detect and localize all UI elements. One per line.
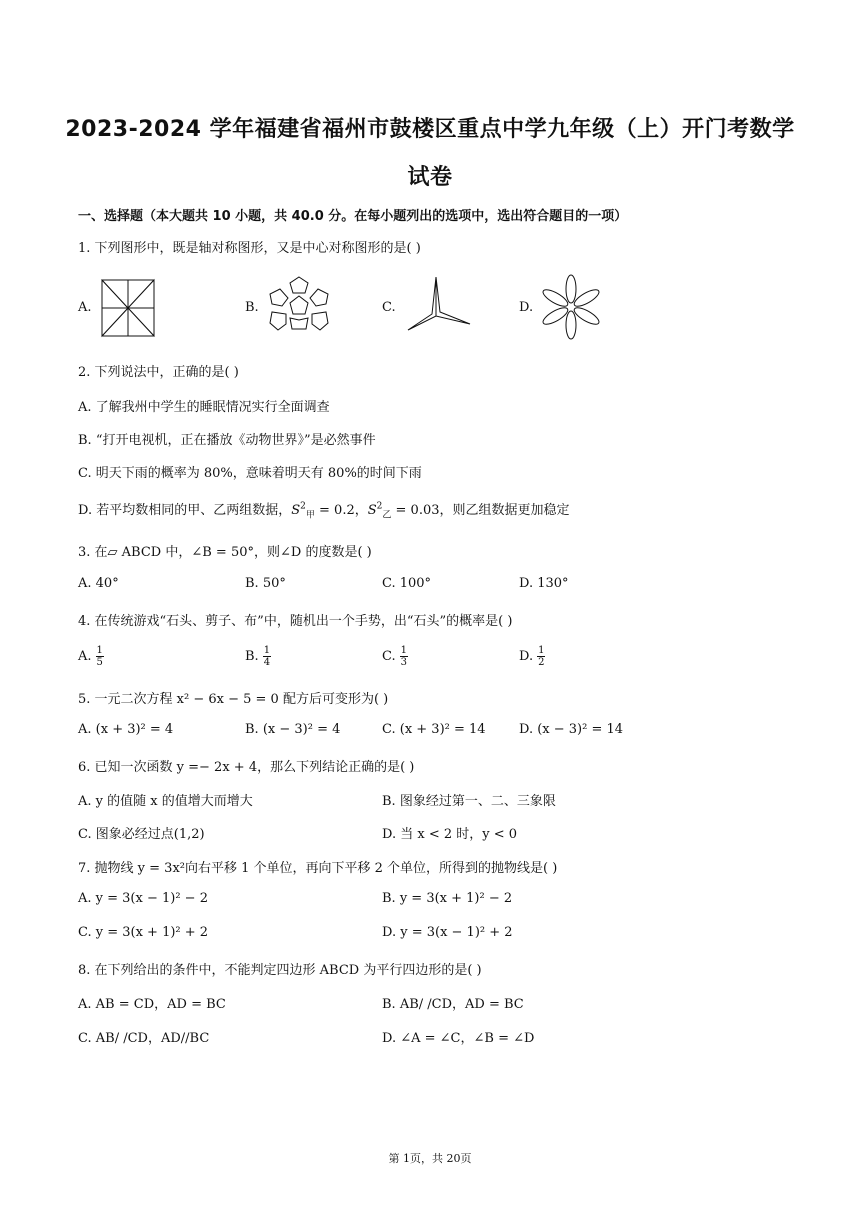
q4-option-d <box>519 645 545 668</box>
q2-option-c: C. 明天下雨的概率为 80%，意味着明天有 80%的时间下雨 <box>78 466 422 481</box>
variance-symbol-jia: S <box>291 503 301 518</box>
section-heading: 一、选择题（本大题共 10 小题，共 40.0 分。在每小题列出的选项中，选出符合题目的一项） <box>78 209 628 224</box>
fraction-1-4 <box>263 645 271 668</box>
q4-b-den: 4 <box>263 657 271 668</box>
q1-option-a-label: A. <box>78 300 92 315</box>
question-1-stem: 1. 下列图形中，既是轴对称图形，又是中心对称图形的是( ) <box>78 241 421 256</box>
q4-option-b <box>245 645 271 668</box>
q4-b-num: 1 <box>263 645 271 656</box>
q7-option-c: C. y = 3(x + 1)² + 2 <box>78 925 209 940</box>
q7-option-b: B. y = 3(x + 1)² − 2 <box>382 891 513 906</box>
question-2-stem: 2. 下列说法中，正确的是( ) <box>78 365 239 380</box>
q4-option-c <box>382 645 408 668</box>
page-title-line2: 试卷 <box>407 165 453 190</box>
pinwheel-figure <box>100 278 156 338</box>
question-7-stem: 7. 抛物线 y = 3x²向右平移 1 个单位，再向下平移 2 个单位，所得到的抛物线是( ) <box>78 861 558 876</box>
q2-d-sub-jia: 甲 <box>305 510 315 521</box>
q6-option-c: C. 图象必经过点(1,2) <box>78 827 205 842</box>
q3-option-d: D. 130° <box>519 576 569 591</box>
q8-option-a: A. AB = CD，AD = BC <box>78 997 226 1012</box>
q7-option-a: A. y = 3(x − 1)² − 2 <box>78 891 208 906</box>
q4-b-label: B. <box>245 649 259 664</box>
q2-d-sup2: 2 <box>376 501 383 512</box>
page-footer: 第 1页，共 20页 <box>388 1152 472 1165</box>
q2-option-b: B. “打开电视机，正在播放《动物世界》”是必然事件 <box>78 433 376 448</box>
q8-option-b: B. AB/ /CD，AD = BC <box>382 997 524 1012</box>
q1-option-b-label: B. <box>245 300 259 315</box>
q8-option-d: D. ∠A = ∠C，∠B = ∠D <box>382 1031 535 1046</box>
q6-option-b: B. 图象经过第一、二、三象限 <box>382 794 556 809</box>
q2-option-a: A. 了解我州中学生的睡眠情况实行全面调查 <box>78 400 330 415</box>
flower-petals-figure <box>540 272 602 342</box>
question-5-stem: 5. 一元二次方程 x² − 6x − 5 = 0 配方后可变形为( ) <box>78 692 389 707</box>
q5-option-d: D. (x − 3)² = 14 <box>519 722 624 737</box>
q4-c-label: C. <box>382 649 396 664</box>
q3-option-a: A. 40° <box>78 576 119 591</box>
fraction-1-5 <box>96 645 104 668</box>
question-6-stem: 6. 已知一次函数 y =− 2x + 4，那么下列结论正确的是( ) <box>78 760 415 775</box>
q4-c-num: 1 <box>400 645 407 656</box>
q2-d-post: 则乙组数据更加稳定 <box>452 503 570 518</box>
q4-c-den: 3 <box>400 657 407 668</box>
q2-d-sup1: 2 <box>300 501 306 512</box>
fraction-1-2 <box>537 645 545 668</box>
q4-a-den: 5 <box>96 657 103 668</box>
q8-option-c: C. AB/ /CD，AD//BC <box>78 1031 210 1046</box>
q6-option-d: D. 当 x < 2 时，y < 0 <box>382 827 518 842</box>
variance-symbol-yi: S <box>367 503 377 518</box>
q4-d-label: D. <box>519 649 534 664</box>
q4-a-num: 1 <box>96 645 103 656</box>
q5-option-b: B. (x − 3)² = 4 <box>245 722 341 737</box>
q2-option-d <box>78 499 570 521</box>
q2-d-sub-yi: 乙 <box>382 510 392 521</box>
three-point-star-figure <box>402 274 474 336</box>
q4-d-num: 1 <box>538 645 545 656</box>
q2-d-val1: = 0.2， <box>314 503 368 518</box>
q7-option-d: D. y = 3(x − 1)² + 2 <box>382 925 513 940</box>
q5-option-a: A. (x + 3)² = 4 <box>78 722 174 737</box>
q1-option-c-label: C. <box>382 300 396 315</box>
q4-a-label: A. <box>78 649 92 664</box>
question-3-stem: 3. 在▱ ABCD 中，∠B = 50°，则∠D 的度数是( ) <box>78 545 372 560</box>
q3-option-c: C. 100° <box>382 576 432 591</box>
q5-option-c: C. (x + 3)² = 14 <box>382 722 486 737</box>
q4-d-den: 2 <box>538 657 545 668</box>
q3-option-b: B. 50° <box>245 576 286 591</box>
q4-option-a <box>78 645 104 668</box>
fraction-1-3 <box>400 645 408 668</box>
question-4-stem: 4. 在传统游戏“石头、剪子、布”中，随机出一个手势，出“石头”的概率是( ) <box>78 614 513 629</box>
page-title-line1: 2023-2024 学年福建省福州市鼓楼区重点中学九年级（上）开门考数学 <box>65 117 795 142</box>
q2-d-prefix: D. 若平均数相同的甲、乙两组数据， <box>78 503 292 518</box>
q6-option-a: A. y 的值随 x 的值增大而增大 <box>78 794 253 809</box>
pentagon-flower-figure <box>266 274 332 340</box>
q1-option-d-label: D. <box>519 300 534 315</box>
q2-d-val2: = 0.03， <box>391 503 453 518</box>
question-8-stem: 8. 在下列给出的条件中，不能判定四边形 ABCD 为平行四边形的是( ) <box>78 963 482 978</box>
